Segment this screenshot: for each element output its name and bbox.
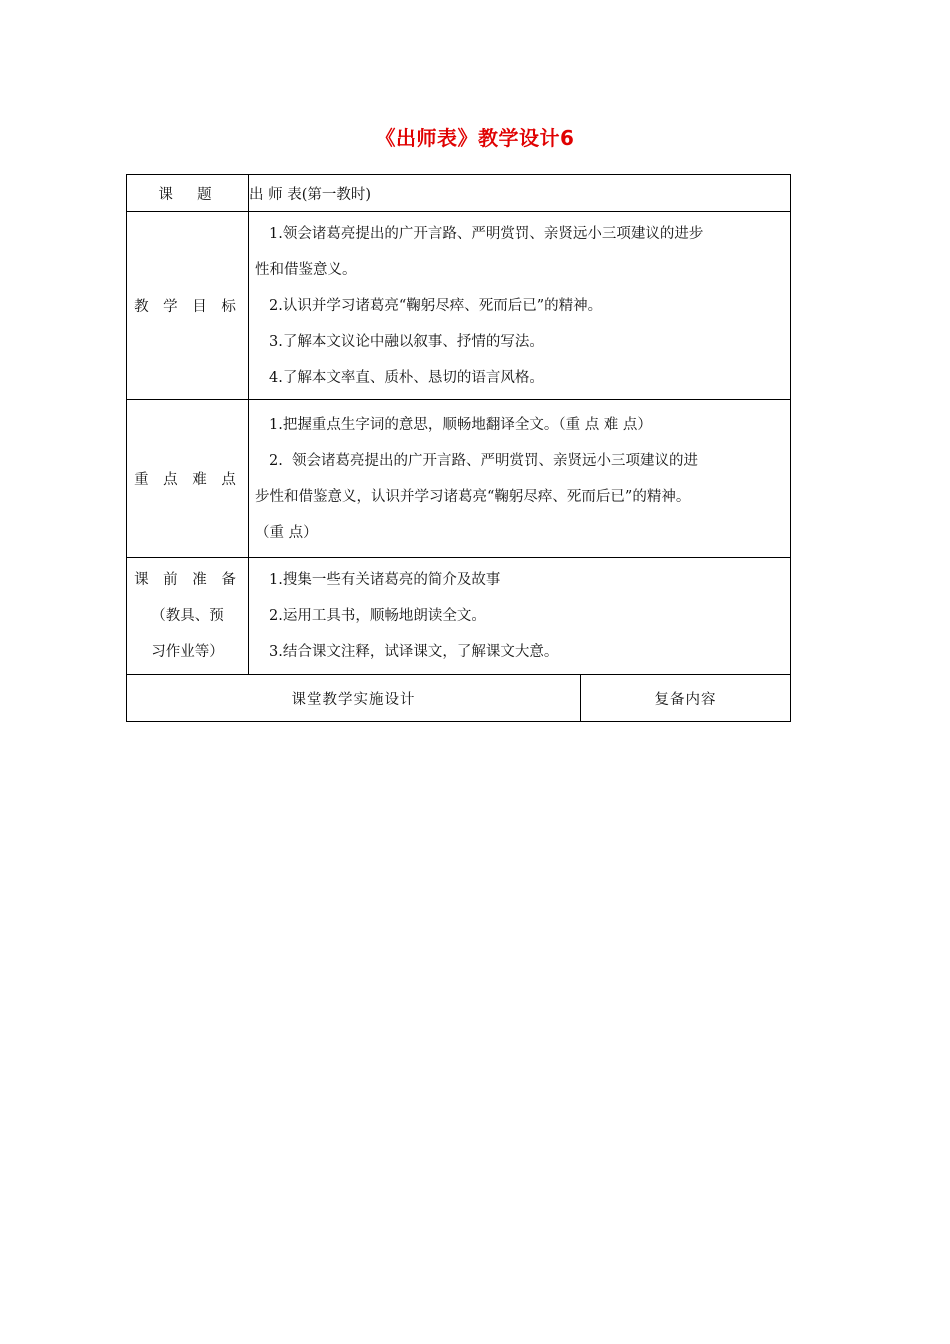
preparation-item: 2.运用工具书，顺畅地朗读全文。 (269, 608, 486, 624)
preparation-label (127, 558, 249, 675)
subject-value: 出 师 表(第一教时) (249, 175, 791, 212)
goals-row (127, 212, 791, 400)
goal-item: 4.了解本文率直、质朴、恳切的语言风格。 (269, 369, 544, 386)
goals-label: 教 学 目 标 (127, 212, 249, 400)
lesson-plan-table (126, 174, 791, 722)
key-points-content (249, 400, 791, 558)
goal-item: 2.认识并学习诸葛亮“鞠躬尽瘁、死而后已”的精神。 (269, 297, 603, 314)
preparation-label-line: 课 前 准 备 (134, 572, 241, 588)
classroom-design-header: 课堂教学实施设计 (127, 675, 581, 722)
goal-item-continued: 性和借鉴意义。 (255, 261, 357, 278)
key-points-row (127, 400, 791, 558)
preparation-content (249, 558, 791, 675)
subject-row (127, 175, 791, 212)
goal-item: 3.了解本文议论中融以叙事、抒情的写法。 (269, 333, 544, 350)
document-title: 《出师表》教学设计6 (375, 126, 575, 150)
preparation-item: 3.结合课文注释，试译课文，了解课文大意。 (269, 644, 559, 660)
preparation-label-line: 习作业等） (151, 644, 224, 660)
review-content-header: 复备内容 (581, 675, 791, 722)
subject-label: 课 题 (127, 175, 249, 212)
key-points-label: 重 点 难 点 (127, 400, 249, 558)
key-point-item: 1.把握重点生字词的意思，顺畅地翻译全文。（重 点 难 点） (269, 416, 652, 433)
key-point-item-continued: 步性和借鉴意义，认识并学习诸葛亮“鞠躬尽瘁、死而后已”的精神。 (255, 488, 691, 505)
preparation-row (127, 558, 791, 675)
preparation-item: 1.搜集一些有关诸葛亮的简介及故事 (269, 572, 501, 588)
footer-row (127, 675, 791, 722)
preparation-label-line: （教具、预 (151, 608, 224, 624)
key-point-note: （重 点） (255, 524, 318, 541)
key-point-item: 2. 领会诸葛亮提出的广开言路、严明赏罚、亲贤远小三项建议的进 (269, 452, 699, 469)
goal-item: 1.领会诸葛亮提出的广开言路、严明赏罚、亲贤远小三项建议的进步 (269, 225, 704, 242)
goals-content (249, 212, 791, 400)
